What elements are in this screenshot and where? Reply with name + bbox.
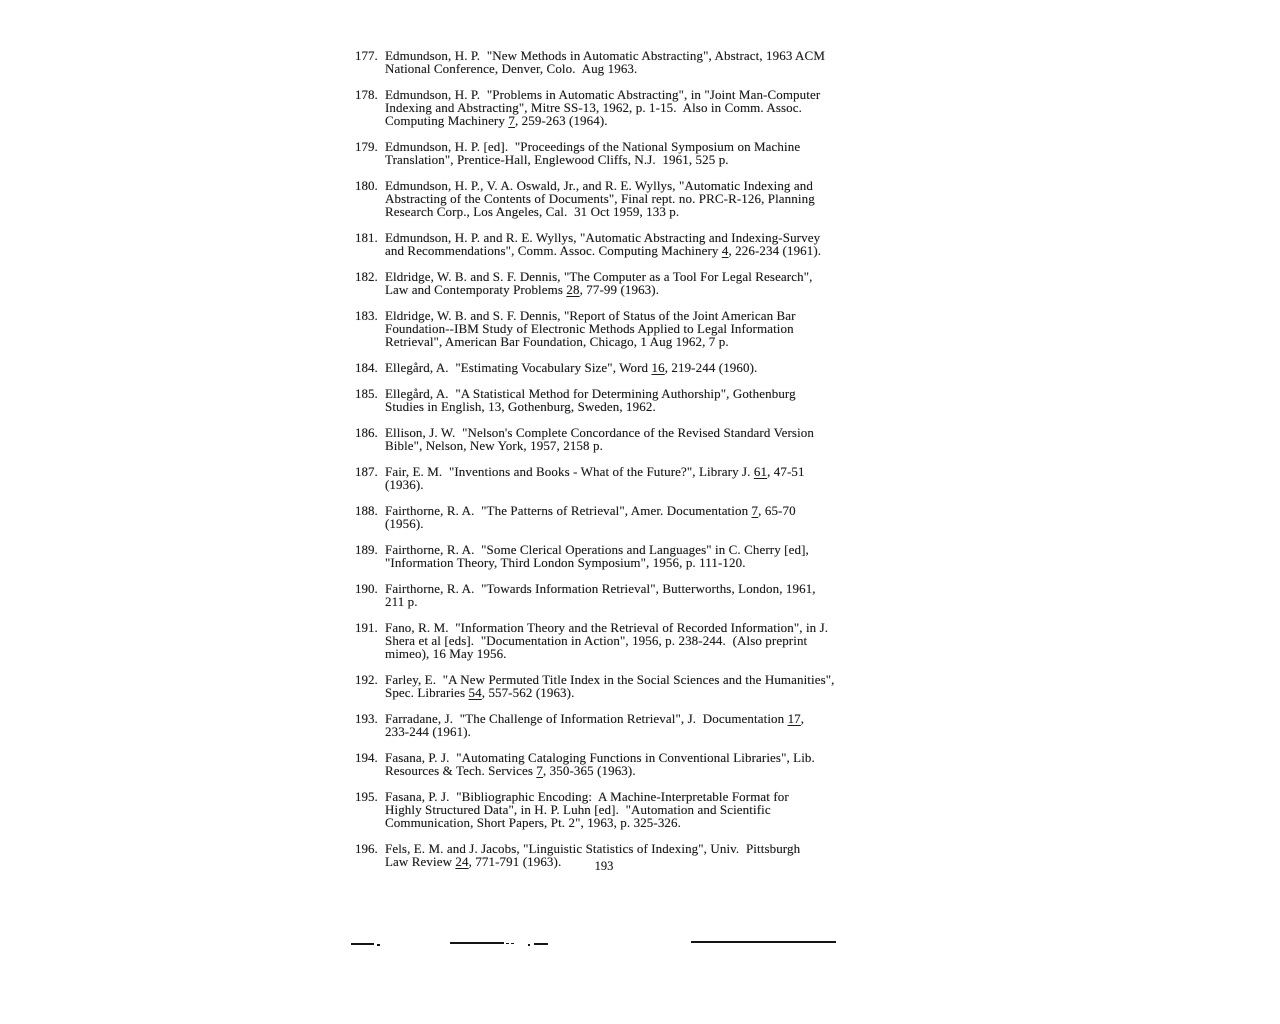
entry-text (385, 465, 935, 491)
entry-number: 195. (355, 789, 378, 804)
entry-number: 184. (355, 360, 378, 375)
entry-line: Edmundson, H. P. and R. E. Wyllys, "Automatic Abstracting and Indexing-Survey (385, 230, 821, 245)
entry-text (385, 140, 935, 166)
bibliography-entry (355, 179, 935, 218)
entry-number: 179. (355, 139, 378, 154)
entry-text (385, 790, 935, 829)
entry-text (385, 231, 935, 257)
entry-number: 187. (355, 464, 378, 479)
entry-line: Computing Machinery 7, 259-263 (1964). (385, 113, 608, 128)
entry-line: Edmundson, H. P. "Problems in Automatic Abstracting", in "Joint Man-Computer (385, 87, 821, 102)
entry-line: Ellegård, A. "Estimating Vocabulary Size", Word 16, 219-244 (1960). (385, 360, 758, 375)
entry-number: 182. (355, 269, 378, 284)
entry-line: Resources & Tech. Services 7, 350-365 (1963). (385, 763, 636, 778)
entry-number: 185. (355, 386, 378, 401)
entry-number: 188. (355, 503, 378, 518)
bibliography-entry (355, 88, 935, 127)
bibliography-entry (355, 712, 935, 738)
entry-number: 194. (355, 750, 378, 765)
entry-line: Eldridge, W. B. and S. F. Dennis, "The Computer as a Tool For Legal Research", (385, 269, 813, 284)
entry-line: Ellison, J. W. "Nelson's Complete Concordance of the Revised Standard Version (385, 425, 814, 440)
entry-text (385, 751, 935, 777)
bibliography-entry (355, 309, 935, 348)
bibliography-entry (355, 465, 935, 491)
entry-line: National Conference, Denver, Colo. Aug 1963. (385, 61, 638, 76)
entry-number: 193. (355, 711, 378, 726)
entry-line: "Information Theory, Third London Symposium", 1956, p. 111-120. (385, 555, 746, 570)
entry-number: 186. (355, 425, 378, 440)
scan-artifact-line (351, 943, 374, 945)
scan-artifact-line (691, 941, 836, 943)
bibliography-entry (355, 790, 935, 829)
entry-number: 189. (355, 542, 378, 557)
entry-line: Edmundson, H. P., V. A. Oswald, Jr., and R. E. Wyllys, "Automatic Indexing and (385, 178, 813, 193)
entry-line: Fairthorne, R. A. "The Patterns of Retrieval", Amer. Documentation 7, 65-70 (385, 503, 796, 518)
entry-number: 183. (355, 308, 378, 323)
entry-text (385, 543, 935, 569)
scan-artifact-line (528, 944, 530, 946)
entry-line: Indexing and Abstracting", Mitre SS-13, 1962, p. 1-15. Also in Comm. Assoc. (385, 100, 802, 115)
entry-line: Eldridge, W. B. and S. F. Dennis, "Report of Status of the Joint American Bar (385, 308, 796, 323)
bibliography-entry (355, 426, 935, 452)
entry-line: Law and Contemporaty Problems 28, 77-99 (1963). (385, 282, 660, 297)
scan-artifact-line (506, 943, 509, 944)
bibliography-entry (355, 673, 935, 699)
entry-line: Edmundson, H. P. "New Methods in Automatic Abstracting", Abstract, 1963 ACM (385, 48, 825, 63)
scan-artifact-line (534, 943, 548, 945)
entry-number: 196. (355, 841, 378, 856)
entry-line: Translation", Prentice-Hall, Englewood Cliffs, N.J. 1961, 525 p. (385, 152, 729, 167)
bibliography-list (355, 49, 935, 881)
entry-number: 190. (355, 581, 378, 596)
entry-line: 233-244 (1961). (385, 724, 471, 739)
entry-text (385, 88, 935, 127)
entry-line: Fano, R. M. "Information Theory and the Retrieval of Recorded Information", in J. (385, 620, 829, 635)
entry-text (385, 712, 935, 738)
bibliography-entry (355, 270, 935, 296)
entry-line: Bible", Nelson, New York, 1957, 2158 p. (385, 438, 603, 453)
scan-artifact-line (377, 944, 380, 946)
entry-line: Fairthorne, R. A. "Some Clerical Operations and Languages" in C. Cherry [ed], (385, 542, 809, 557)
entry-text (385, 270, 935, 296)
bibliography-entry (355, 361, 935, 374)
bibliography-entry (355, 621, 935, 660)
entry-line: Communication, Short Papers, Pt. 2", 1963, p. 325-326. (385, 815, 681, 830)
entry-number: 177. (355, 48, 378, 63)
scan-artifact-line (511, 943, 514, 944)
bibliography-entry (355, 582, 935, 608)
entry-line: Fair, E. M. "Inventions and Books - What of the Future?", Library J. 61, 47-51 (385, 464, 805, 479)
entry-text (385, 426, 935, 452)
entry-line: Research Corp., Los Angeles, Cal. 31 Oct 1959, 133 p. (385, 204, 680, 219)
entry-line: Fairthorne, R. A. "Towards Information Retrieval", Butterworths, London, 1961, (385, 581, 816, 596)
entry-number: 192. (355, 672, 378, 687)
bibliography-entry (355, 231, 935, 257)
entry-line: and Recommendations", Comm. Assoc. Computing Machinery 4, 226-234 (1961). (385, 243, 822, 258)
entry-line: Retrieval", American Bar Foundation, Chicago, 1 Aug 1962, 7 p. (385, 334, 729, 349)
entry-number: 181. (355, 230, 378, 245)
scan-artifact-line (450, 942, 504, 944)
entry-number: 191. (355, 620, 378, 635)
entry-text (385, 387, 935, 413)
entry-text (385, 49, 935, 75)
page-number: 193 (594, 859, 614, 873)
bibliography-entry (355, 751, 935, 777)
entry-line: 211 p. (385, 594, 418, 609)
entry-number: 178. (355, 87, 378, 102)
entry-line: mimeo), 16 May 1956. (385, 646, 507, 661)
entry-line: Fasana, P. J. "Bibliographic Encoding: A Machine-Interpretable Format for (385, 789, 789, 804)
entry-text (385, 504, 935, 530)
entry-line: Studies in English, 13, Gothenburg, Sweden, 1962. (385, 399, 656, 414)
entry-number: 180. (355, 178, 378, 193)
bibliography-entry (355, 49, 935, 75)
entry-text (385, 842, 935, 868)
entry-text (385, 673, 935, 699)
entry-text (385, 179, 935, 218)
entry-text (385, 361, 935, 374)
entry-text (385, 309, 935, 348)
entry-line: (1956). (385, 516, 424, 531)
entry-line: Abstracting of the Contents of Documents", Final rept. no. PRC-R-126, Planning (385, 191, 815, 206)
bibliography-entry (355, 140, 935, 166)
entry-line: Spec. Libraries 54, 557-562 (1963). (385, 685, 575, 700)
entry-line: Ellegård, A. "A Statistical Method for Determining Authorship", Gothenburg (385, 386, 796, 401)
entry-line: Fels, E. M. and J. Jacobs, "Linguistic Statistics of Indexing", Univ. Pittsburgh (385, 841, 801, 856)
entry-text (385, 582, 935, 608)
bibliography-entry (355, 842, 935, 868)
entry-line: Fasana, P. J. "Automating Cataloging Functions in Conventional Libraries", Lib. (385, 750, 815, 765)
bibliography-entry (355, 387, 935, 413)
entry-line: Foundation--IBM Study of Electronic Methods Applied to Legal Information (385, 321, 794, 336)
entry-line: Highly Structured Data", in H. P. Luhn [ed]. "Automation and Scientific (385, 802, 771, 817)
entry-line: Farley, E. "A New Permuted Title Index in the Social Sciences and the Humanities", (385, 672, 835, 687)
entry-line: Shera et al [eds]. "Documentation in Action", 1956, p. 238-244. (Also preprint (385, 633, 808, 648)
entry-line: Edmundson, H. P. [ed]. "Proceedings of the National Symposium on Machine (385, 139, 801, 154)
entry-text (385, 621, 935, 660)
entry-line: (1936). (385, 477, 424, 492)
entry-line: Farradane, J. "The Challenge of Information Retrieval", J. Documentation 17, (385, 711, 805, 726)
bibliography-entry (355, 504, 935, 530)
entry-line: Law Review 24, 771-791 (1963). (385, 854, 562, 869)
bibliography-entry (355, 543, 935, 569)
